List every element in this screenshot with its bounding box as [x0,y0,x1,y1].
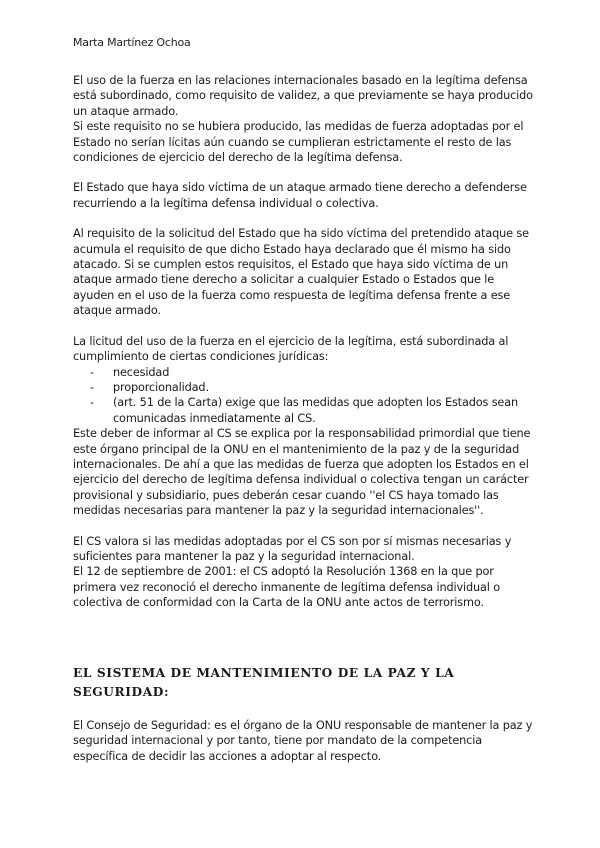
paragraph: El 12 de septiembre de 2001: el CS adoptó la Resolución 1368 en la que por primera vez reconoció el derecho inmanente de legítima defensa individual o colectiva de conformidad con la Carta de la ONU ante actos de terrorismo. [73,565,500,610]
list-item [90,380,533,395]
paragraph: La licitud del uso de la fuerza en el ejercicio de la legítima, está subordinada al cumplimiento de ciertas condiciones jurídicas: [73,334,509,364]
paragraph: Este deber de informar al CS se explica por la responsabilidad primordial que tiene este órgano principal de la ONU en el mantenimiento de la paz y de la seguridad internacionales. De ahí a que las medidas de fuerza que adopten los Estados en el ejercicio del derecho de legítima defensa individual o colectiva tengan un carácter provisional y subsidiario, pues deberán cesar cuando ''el CS haya tomado las medidas necesarias para mantener la paz y la seguridad internacionales''. [73,427,531,518]
list-item [90,365,533,380]
list-dash: - [90,380,94,394]
paragraph: Al requisito de la solicitud del Estado que ha sido víctima del pretendido ataque se acumula el requisito de que dicho Estado haya declarado que él mismo ha sido atacado. Si se cumplen estos requisitos, el Estado que haya sido víctima de un ataque armado tiene derecho a solicitar a cualquier Estado o Estados que le ayuden en el uso de la fuerza como respuesta de legítima defensa frente a ese ataque armado. [73,227,529,318]
section-heading: EL SISTEMA DE MANTENIMIENTO DE LA PAZ Y LA SEGURIDAD: [73,666,455,699]
paragraph: Si este requisito no se hubiera producido, las medidas de fuerza adoptadas por el Estado no serían lícitas aún cuando se cumplieran estrictamente el resto de las condiciones de ejercicio del derecho de la legítima defensa. [73,120,524,165]
paragraph: El uso de la fuerza en las relaciones internacionales basado en la legítima defensa está subordinado, como requisito de validez, a que previamente se haya producido un ataque armado. [73,74,533,118]
list-item [90,395,533,426]
list-item-text: proporcionalidad. [113,380,209,394]
paragraph: El Consejo de Seguridad: es el órgano de la ONU responsable de mantener la paz y seguridad internacional y por tanto, tiene por mandato de la competencia específica de decidir las acciones a adoptar al respecto. [73,719,533,763]
paragraph: El CS valora si las medidas adoptadas por el CS son por sí mismas necesarias y suficientes para mantener la paz y la seguridad internacional. [73,534,512,563]
paragraph-gap [73,211,533,226]
paragraph: El Estado que haya sido víctima de un ataque armado tiene derecho a defenderse recurriendo a la legítima defensa individual o colectiva. [73,181,527,210]
page-header-author: Marta Martínez Ochoa [73,36,191,49]
paragraph-gap [73,519,533,534]
main-text-block [73,73,533,611]
list-item-text: (art. 51 de la Carta) exige que las medidas que adopten los Estados sean comunicadas inmediatamente al CS. [113,396,519,425]
paragraph-gap [73,165,533,180]
paragraph-gap [73,319,533,334]
section2-text-block [73,718,533,764]
conditions-list [73,365,533,427]
list-item-text: necesidad [113,365,170,379]
list-dash: - [90,396,94,410]
list-dash: - [90,365,94,379]
